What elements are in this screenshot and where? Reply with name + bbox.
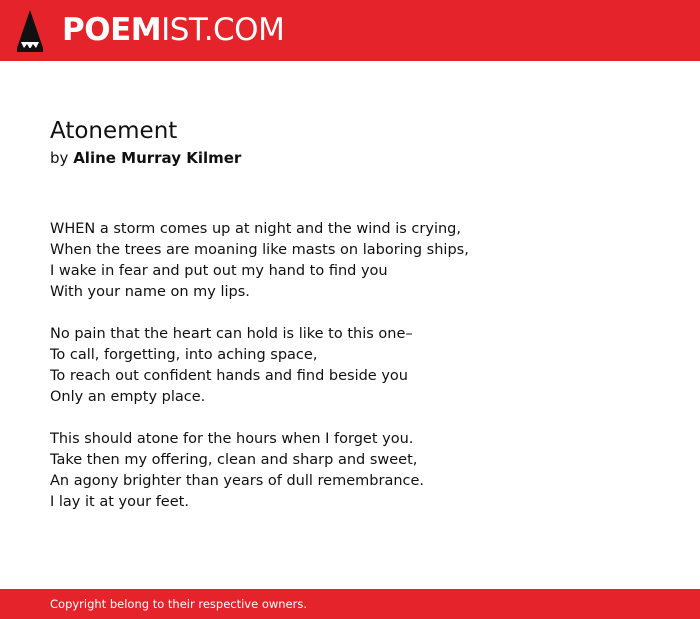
stanza (50, 429, 650, 513)
poem-line: When the trees are moaning like masts on laboring ships, (50, 242, 469, 258)
site-header (0, 0, 700, 61)
by-label: by (50, 149, 69, 167)
poem-line: I lay it at your feet. (50, 494, 189, 510)
poem-line: To call, forgetting, into aching space, (50, 347, 318, 363)
poem-line: An agony brighter than years of dull remembrance. (50, 473, 425, 489)
byline (50, 147, 650, 169)
poem-header (50, 115, 650, 169)
poem-line: With your name on my lips. (50, 284, 250, 300)
poem-line: To reach out confident hands and find beside you (50, 368, 408, 384)
pencil-icon[interactable] (17, 10, 43, 52)
author-name: Aline Murray Kilmer (73, 149, 242, 167)
poem-line: Only an empty place. (50, 389, 206, 405)
poem-line: Take then my offering, clean and sharp and sweet, (50, 452, 418, 468)
poem-line: This should atone for the hours when I forget you. (50, 431, 414, 447)
logo-text-bold: POEM (62, 12, 162, 48)
poem-line: I wake in fear and put out my hand to find you (50, 263, 388, 279)
poem-title: Atonement (50, 118, 178, 144)
poem-line: No pain that the heart can hold is like to this one– (50, 326, 413, 342)
stanza (50, 324, 650, 408)
site-footer (0, 589, 700, 619)
copyright-text: Copyright belong to their respective owners. (50, 597, 308, 611)
logo-text-light: IST.COM (161, 12, 285, 48)
site-logo[interactable] (62, 12, 284, 48)
stanza (50, 219, 650, 303)
poem-body (50, 219, 650, 534)
poem-line: WHEN a storm comes up at night and the wind is crying, (50, 221, 461, 237)
